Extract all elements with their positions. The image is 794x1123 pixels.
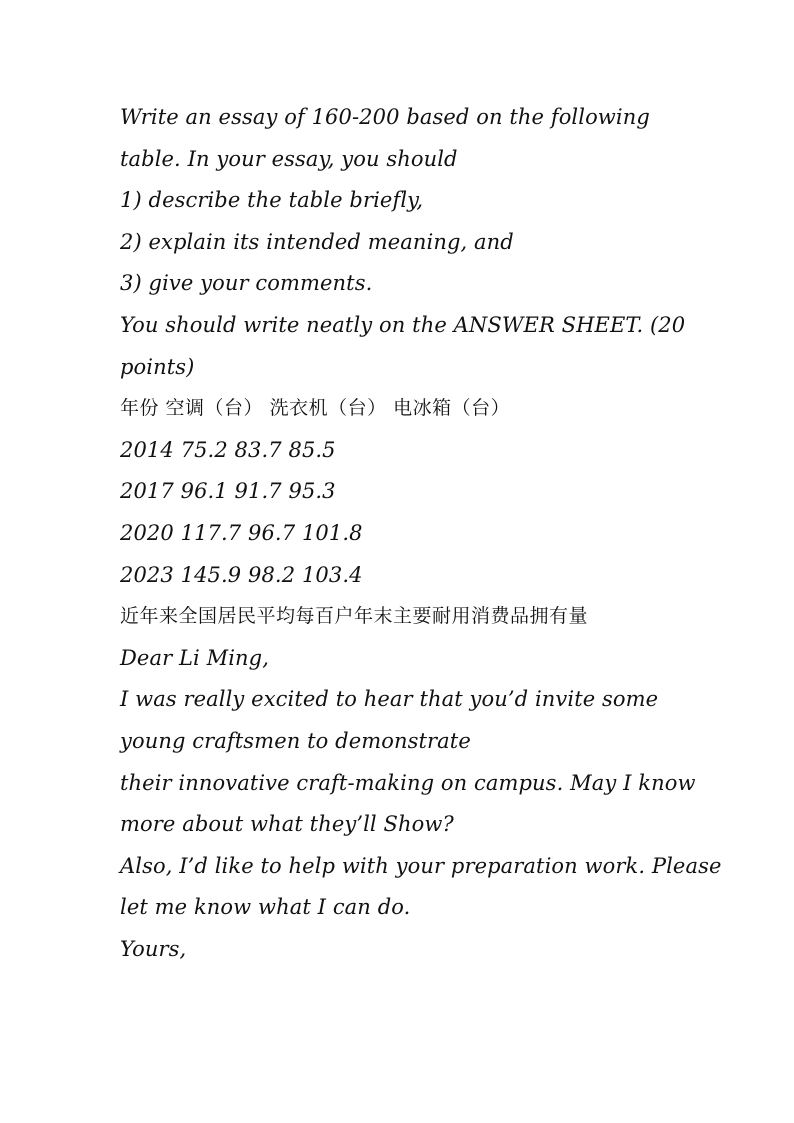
letter-closing: Yours, (120, 936, 187, 961)
table-header: 年份 空调（台） 洗衣机（台） 电冰箱（台） (120, 397, 511, 420)
prompt-line: 1) describe the table briefly, (120, 188, 424, 213)
letter-greeting: Dear Li Ming, (120, 645, 269, 670)
letter-line: young craftsmen to demonstrate (120, 728, 471, 753)
prompt-line: points) (120, 354, 195, 379)
table-row: 2017 96.1 91.7 95.3 (120, 479, 336, 504)
prompt-line: 3) give your comments. (120, 271, 373, 296)
prompt-line: table. In your essay, you should (120, 146, 458, 171)
prompt-line: Write an essay of 160-200 based on the following (120, 105, 650, 129)
prompt-line: You should write neatly on the ANSWER SHEET. (20 (120, 312, 686, 337)
table-row: 2014 75.2 83.7 85.5 (120, 437, 336, 462)
prompt-line: 2) explain its intended meaning, and (120, 229, 514, 254)
letter-line: I was really excited to hear that you’d invite some (120, 687, 659, 712)
letter-line: their innovative craft-making on campus. May I know (120, 770, 696, 795)
table-caption: 近年来全国居民平均每百户年末主要耐用消费品拥有量 (120, 605, 589, 628)
table-row: 2020 117.7 96.7 101.8 (120, 520, 363, 545)
document-body (120, 97, 720, 970)
letter-line: let me know what I can do. (120, 895, 411, 920)
table-row: 2023 145.9 98.2 103.4 (120, 562, 363, 587)
letter-line: more about what they’ll Show? (120, 812, 454, 837)
letter-line: Also, I’d like to help with your preparation work. Please (120, 853, 722, 878)
